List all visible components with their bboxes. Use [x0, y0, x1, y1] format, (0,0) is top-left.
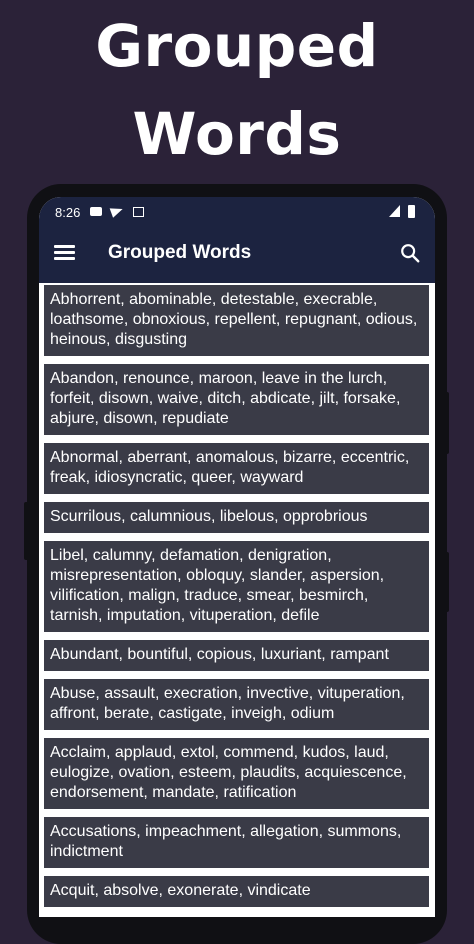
- word-group-card[interactable]: Abnormal, aberrant, anomalous, bizarre, eccentric, freak, idiosyncratic, queer, wayward: [42, 441, 431, 496]
- promo-title-line2: Words: [132, 100, 342, 168]
- status-bar: [39, 197, 435, 227]
- battery-icon: [408, 205, 415, 218]
- word-group-card[interactable]: Acquit, absolve, exonerate, vindicate: [42, 874, 431, 909]
- status-time: 8:26: [55, 205, 81, 220]
- promo-title-line1: Grouped: [95, 12, 379, 80]
- app-bar: [39, 227, 435, 283]
- telegram-icon: [110, 204, 125, 218]
- word-group-card[interactable]: Abundant, bountiful, copious, luxuriant, rampant: [42, 638, 431, 673]
- phone-side-button: [24, 502, 29, 560]
- app-title: Grouped Words: [108, 242, 252, 263]
- word-group-card[interactable]: Accusations, impeachment, allegation, summons, indictment: [42, 815, 431, 870]
- word-group-card[interactable]: Abuse, assault, execration, invective, vituperation, affront, berate, castigate, inveigh, odium: [42, 677, 431, 732]
- word-group-list[interactable]: [39, 283, 435, 913]
- word-group-card[interactable]: Scurrilous, calumnious, libelous, opprobrious: [42, 500, 431, 535]
- word-group-card[interactable]: Acclaim, applaud, extol, commend, kudos, laud, eulogize, ovation, esteem, plaudits, acquiescence, endorsement, mandate, ratification: [42, 736, 431, 811]
- word-group-card[interactable]: Libel, calumny, defamation, denigration, misrepresentation, obloquy, slander, aspersion, vilification, malign, traduce, smear, besmirch, tarnish, imputation, vituperation, defile: [42, 539, 431, 634]
- word-group-card[interactable]: Abandon, renounce, maroon, leave in the lurch, forfeit, disown, waive, ditch, abdicate, jilt, forsake, abjure, disown, repudiate: [42, 362, 431, 437]
- phone-side-button: [444, 552, 449, 612]
- phone-screen: [39, 197, 435, 917]
- hamburger-menu-icon[interactable]: [54, 244, 75, 260]
- word-group-card[interactable]: Abhorrent, abominable, detestable, execrable, loathsome, obnoxious, repellent, repugnant, odious, heinous, disgusting: [42, 283, 431, 358]
- phone-side-button: [444, 392, 449, 454]
- signal-icon: [389, 205, 400, 217]
- image-icon: [133, 207, 144, 217]
- search-icon[interactable]: [399, 242, 421, 264]
- youtube-icon: [90, 207, 102, 216]
